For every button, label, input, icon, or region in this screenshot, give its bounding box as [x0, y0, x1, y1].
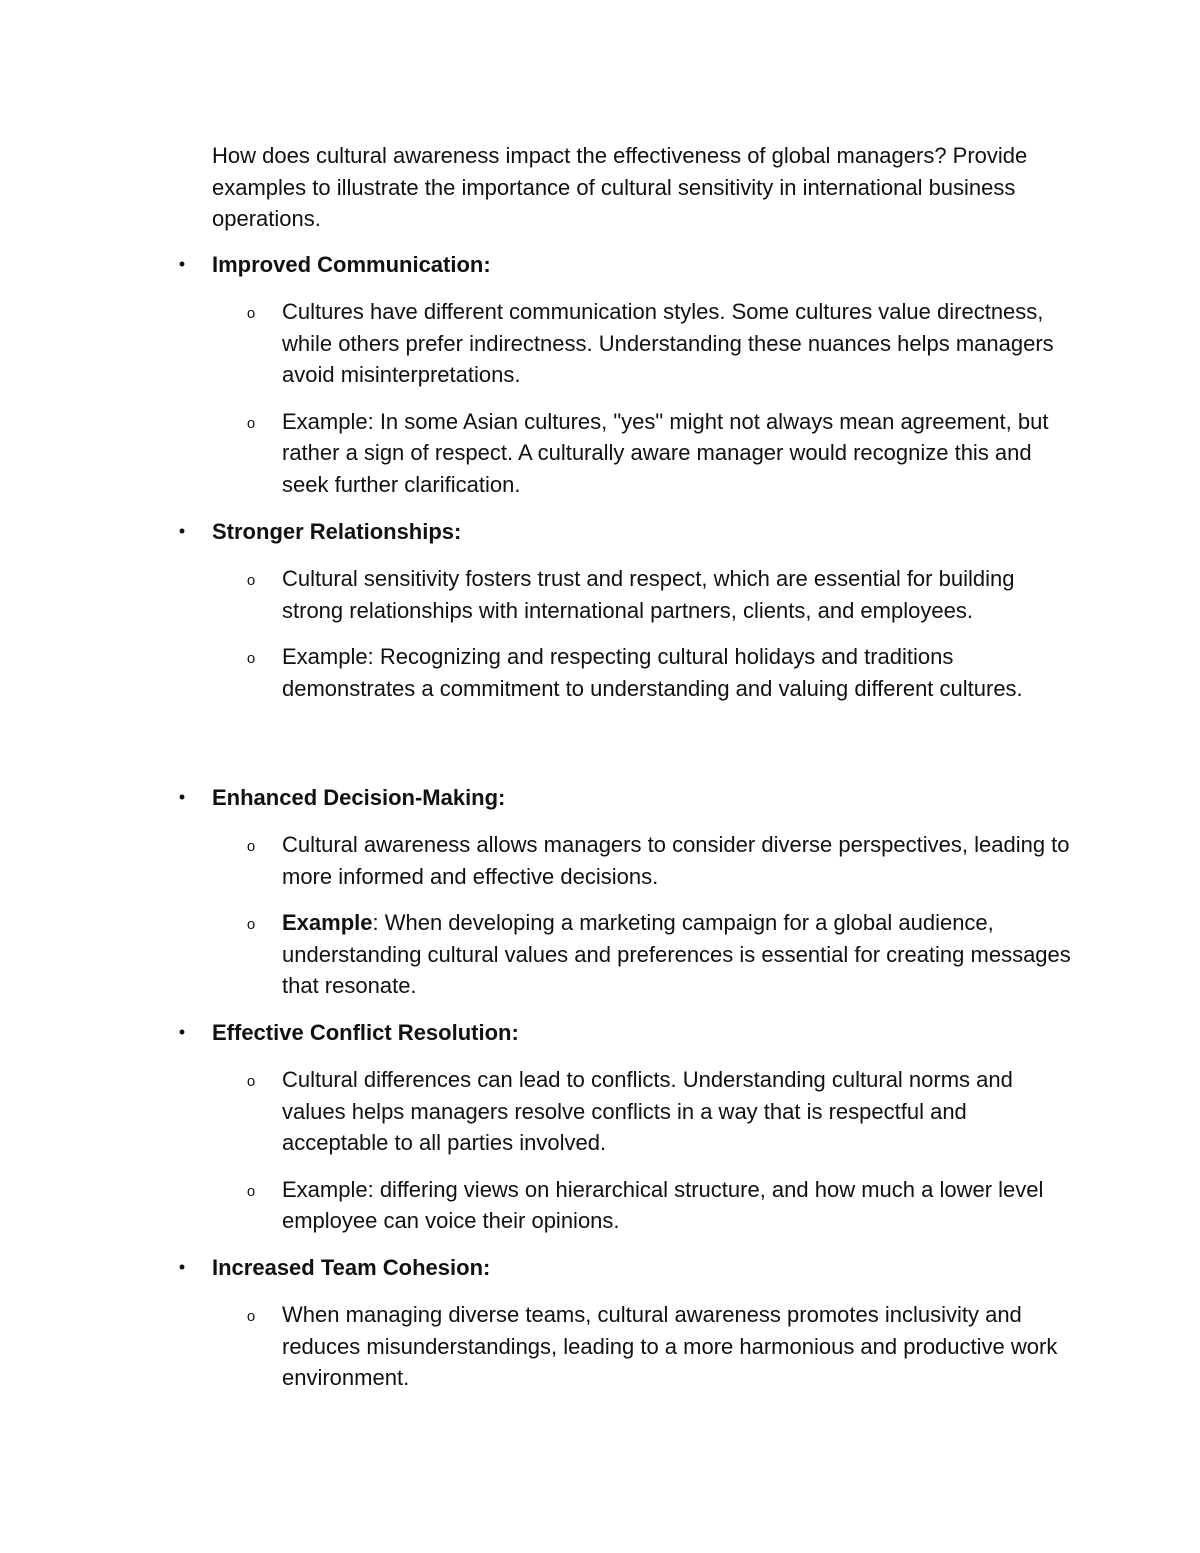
- list-item-text: Example: In some Asian cultures, "yes" might not always mean agreement, but rather a sign of respect. A culturally aware manager would recognize this and seek further clarification.: [282, 408, 1049, 497]
- bullet-icon: •: [178, 1257, 186, 1277]
- list-item: [246, 1299, 1072, 1394]
- question-paragraph: How does cultural awareness impact the effectiveness of global managers? Provide examples to illustrate the importance of cultural sensitivity in international business operations.: [212, 143, 1028, 231]
- bullet-icon: •: [178, 521, 186, 541]
- section-improved-communication: [0, 249, 1200, 500]
- bullet-icon: •: [178, 787, 186, 807]
- section-heading: Enhanced Decision-Making:: [212, 785, 506, 810]
- list-item-text: Cultural awareness allows managers to consider diverse perspectives, leading to more informed and effective decisions.: [282, 832, 1070, 889]
- list-item-text: Cultural differences can lead to conflicts. Understanding cultural norms and values helps managers resolve conflicts in a way that is respectful and acceptable to all parties involved.: [282, 1067, 1013, 1155]
- section-heading: Stronger Relationships:: [212, 519, 462, 544]
- list-item: [246, 907, 1072, 1002]
- sub-bullet-icon: o: [246, 305, 256, 322]
- bullet-icon: •: [178, 254, 186, 274]
- list-item: [246, 296, 1072, 391]
- section-heading: Improved Communication:: [212, 252, 491, 277]
- list-item-text: Cultural sensitivity fosters trust and respect, which are essential for building strong relationships with international partners, clients, and employees.: [282, 566, 1015, 623]
- list-item: [246, 406, 1072, 501]
- list-item: [246, 1174, 1072, 1237]
- list-item: [246, 563, 1072, 626]
- list-item-text: When managing diverse teams, cultural awareness promotes inclusivity and reduces misunderstandings, leading to a more harmonious and productive work environment.: [282, 1302, 1058, 1390]
- example-label: Example: [282, 910, 373, 935]
- example-text: : When developing a marketing campaign for a global audience, understanding cultural values and preferences is essential for creating messages that resonate.: [282, 910, 1071, 998]
- list-item-text: Example: Recognizing and respecting cultural holidays and traditions demonstrates a commitment to understanding and valuing different cultures.: [282, 644, 1023, 701]
- sub-bullet-icon: o: [246, 1073, 256, 1090]
- list-item: [246, 1064, 1072, 1159]
- sub-bullet-icon: o: [246, 916, 256, 933]
- list-item-text: Cultures have different communication styles. Some cultures value directness, while others prefer indirectness. Understanding these nuances helps managers avoid misinterpretations.: [282, 299, 1054, 387]
- sub-bullet-icon: o: [246, 1182, 256, 1200]
- list-item: [246, 829, 1072, 892]
- section-heading: Effective Conflict Resolution:: [212, 1020, 519, 1045]
- list-item: [246, 641, 1072, 704]
- section-increased-team-cohesion: [0, 1252, 1200, 1394]
- sub-bullet-icon: o: [246, 414, 256, 432]
- section-heading: Increased Team Cohesion:: [212, 1255, 491, 1280]
- list-item-text: [282, 907, 1072, 1002]
- bullet-icon: •: [178, 1022, 186, 1042]
- section-effective-conflict-resolution: [0, 1017, 1200, 1237]
- sub-bullet-icon: o: [246, 1308, 256, 1325]
- list-item-text: Example: differing views on hierarchical structure, and how much a lower level employee can voice their opinions.: [282, 1176, 1044, 1233]
- section-enhanced-decision-making: [0, 782, 1200, 1002]
- sub-bullet-icon: o: [246, 838, 256, 855]
- sub-bullet-icon: o: [246, 650, 256, 667]
- section-stronger-relationships: [0, 516, 1200, 704]
- sub-bullet-icon: o: [246, 572, 256, 589]
